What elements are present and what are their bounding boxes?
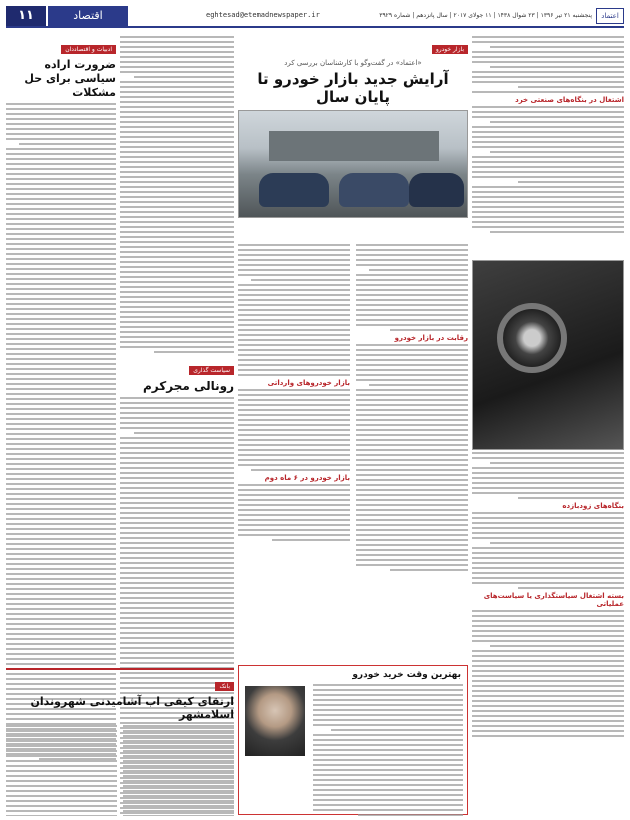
left-tag: ادبیات و اقتصاددان	[61, 45, 116, 54]
portrait-photo	[245, 686, 305, 756]
car-carrier-truck	[269, 131, 439, 161]
body-text	[238, 389, 350, 471]
car-shape	[259, 173, 329, 207]
page-header	[6, 6, 624, 28]
left-title: ضرورت اراده سیاسی برای حل مشکلات	[24, 58, 116, 99]
body-text	[472, 512, 624, 589]
gear-icon	[497, 303, 567, 373]
newspaper-logo: اعتماد	[596, 8, 624, 24]
body-text	[356, 244, 468, 331]
body-text	[6, 725, 117, 816]
sidebar-box-title: بهترین وقت خرید خودرو	[352, 670, 461, 680]
left-bottom-story	[6, 668, 234, 816]
subhead-1: رقابت در بازار خودرو	[394, 334, 468, 342]
page-number: ۱۱	[6, 6, 46, 26]
left-bottom-tag: بانک	[215, 682, 234, 691]
section-name: اقتصاد	[48, 6, 128, 26]
subhead-2: بازار خودروهای وارداتی	[267, 379, 350, 387]
mid-tag: سیاست گذاری	[189, 366, 234, 375]
main-story-tag: بازار خودرو	[432, 45, 468, 54]
body-text	[356, 344, 468, 571]
subhead-1: اشتغال در بنگاه‌های صنعتی خرد	[515, 96, 624, 104]
body-text	[6, 103, 116, 760]
body-text	[472, 610, 624, 737]
body-text	[238, 244, 350, 376]
subhead-3: بازار خودرو در ۶ ماه دوم	[264, 474, 350, 482]
body-text	[238, 484, 350, 541]
sidebar-box	[238, 665, 468, 815]
car-shape	[409, 173, 464, 207]
left-bottom-title: ارتقای کیفی اب آشامیدنی شهروندان اسلامشهر	[30, 695, 234, 721]
car-showroom-photo	[238, 110, 468, 218]
industrial-photo	[472, 260, 624, 450]
subhead-2: بنگاه‌های زودبازده	[562, 502, 624, 510]
car-shape	[339, 173, 409, 207]
main-story-title: آرایش جدید بازار خودرو تا پایان سال	[257, 70, 449, 106]
body-text	[123, 725, 234, 816]
main-story-kicker: «اعتماد» در گفت‌وگو با کارشناسان بررسی کرد	[284, 59, 422, 67]
mid-title: رونالی مجرکرم	[143, 379, 234, 393]
body-text	[472, 106, 624, 233]
body-text	[472, 36, 624, 93]
body-text	[120, 36, 234, 353]
issue-info: پنجشنبه ۲۱ تیر ۱۳۹۶ | ۲۳ شوال ۱۴۳۸ | ۱۱ جولای ۲۰۱۷ | سال پانزدهم | شماره ۳۹۲۹	[379, 12, 592, 19]
section-email[interactable]: eghtesad@etemadnewspaper.ir	[206, 11, 320, 19]
body-text	[313, 684, 463, 816]
subhead-4: بسته اشتغال سیاستگذاری یا سیاست‌های عملیاتی	[483, 592, 624, 608]
